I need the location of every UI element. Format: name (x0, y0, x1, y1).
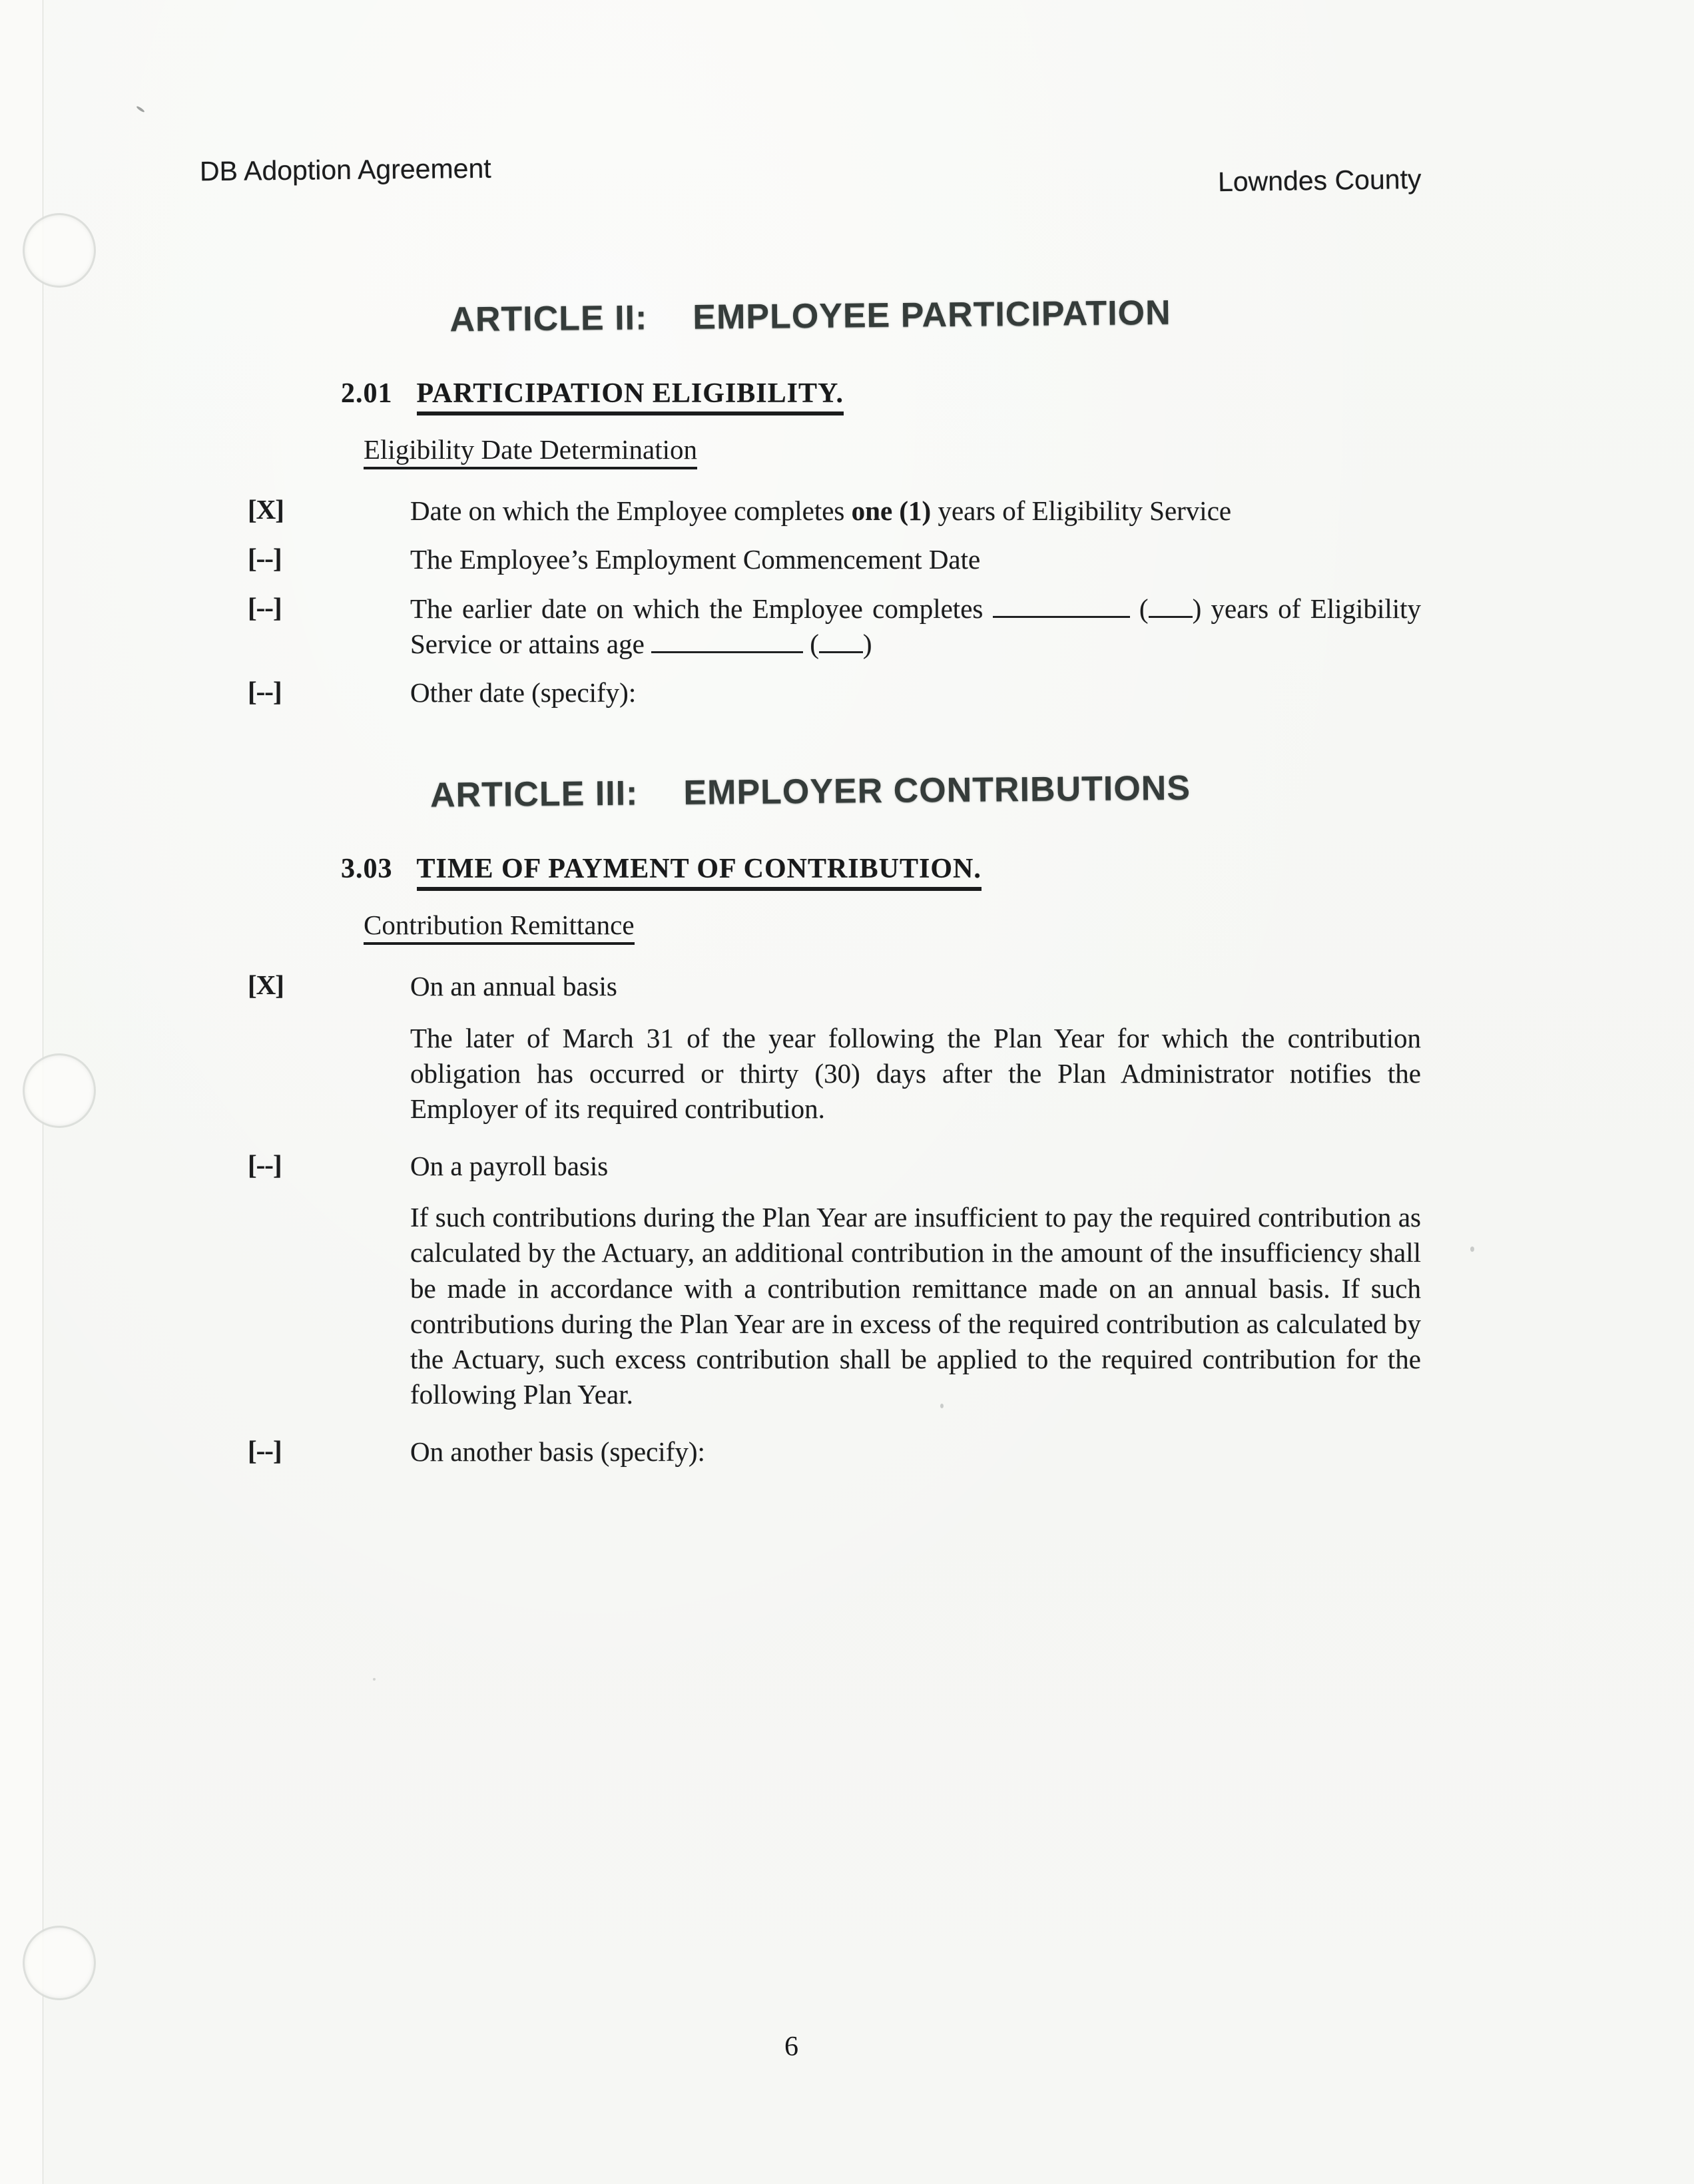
subheading-eligibility-date: Eligibility Date Determination (364, 433, 1421, 465)
option-text: On a payroll basis (410, 1150, 609, 1181)
checkbox-unchecked: [--] (248, 1434, 282, 1466)
option-text: On another basis (specify): (410, 1436, 705, 1467)
section-title: TIME OF PAYMENT OF CONTRIBUTION. (417, 854, 982, 891)
article-ii-title (200, 290, 1421, 342)
option-text: Other date (specify): (410, 677, 637, 708)
option-text: On an annual basis (410, 971, 617, 1002)
paren-blank: ( ) (810, 628, 872, 659)
option-row (200, 675, 1421, 710)
checkbox-unchecked: [--] (248, 1149, 282, 1180)
bold-text: one (1) (851, 495, 932, 526)
hole-punch-bottom (23, 1926, 96, 2000)
option-row (200, 1434, 1421, 1470)
scan-speck (373, 1678, 376, 1681)
section-title: PARTICIPATION ELIGIBILITY. (417, 378, 844, 415)
fill-in-blank (651, 631, 803, 653)
subheading-contribution-remittance: Contribution Remittance (364, 909, 1421, 941)
option-paragraph: If such contributions during the Plan Year are insufficient to pay the required contribution as calculated by the Actuary, an additional contribution in the amount of the insufficiency shall be made in accordance with a contribution remittance made on an annual basis. If such contributions during the Plan Year are in excess of the required contribution as calculated by the Actuary, such excess contribution shall be applied to the required contribution for the following Plan Year. (410, 1201, 1421, 1410)
remittance-options-list (200, 969, 1421, 1470)
section-number: 2.01 (341, 378, 393, 409)
article-iii-title (200, 766, 1421, 818)
section-2-01-heading (341, 378, 1421, 410)
option-paragraph: The later of March 31 of the year following the Plan Year for which the contribution obligation has occurred or thirty (30) days after the Plan Administrator notifies the Employer of its required contribution. (410, 1022, 1421, 1125)
article-ii-label: ARTICLE II: (449, 298, 648, 340)
page-number: 6 (784, 2032, 798, 2062)
paren-blank: ( ) (1139, 593, 1202, 624)
article-ii-title-text: EMPLOYEE PARTICIPATION (693, 293, 1171, 337)
option-row (200, 969, 1421, 1004)
option-row (200, 542, 1421, 577)
option-row (200, 493, 1421, 529)
section-number: 3.03 (341, 854, 393, 885)
document-header (200, 154, 1421, 196)
scan-speck (136, 105, 145, 113)
fill-in-blank-small (1149, 596, 1193, 618)
checkbox-checked: [X] (248, 494, 284, 525)
option-text: The Employee’s Employment Commencement Date (410, 544, 981, 575)
article-iii-label: ARTICLE III: (429, 774, 639, 815)
option-row (200, 1149, 1421, 1184)
article-iii-title-text: EMPLOYER CONTRIBUTIONS (683, 769, 1191, 813)
checkbox-unchecked: [--] (248, 591, 282, 623)
fill-in-blank-small (819, 631, 863, 653)
option-text: Date on which the Employee completes one (1) years of Eligibility Service (410, 495, 1232, 526)
fill-in-blank (993, 596, 1130, 618)
header-right-text: Lowndes County (1217, 163, 1422, 198)
eligibility-options-list (200, 493, 1421, 710)
checkbox-unchecked: [--] (248, 543, 282, 574)
section-3-03-heading (341, 853, 1421, 885)
document-content (200, 154, 1421, 1483)
option-text: The earlier date on which the Employee completes ( ) years of Eligibility Service or attains age ( ) (410, 593, 1422, 659)
hole-punch-middle (23, 1053, 96, 1128)
hole-punch-top (23, 213, 96, 288)
checkbox-unchecked: [--] (248, 676, 282, 707)
header-left-text: DB Adoption Agreement (199, 152, 491, 187)
checkbox-checked: [X] (248, 969, 284, 1001)
scan-speck (1470, 1246, 1474, 1252)
option-row (200, 591, 1421, 663)
